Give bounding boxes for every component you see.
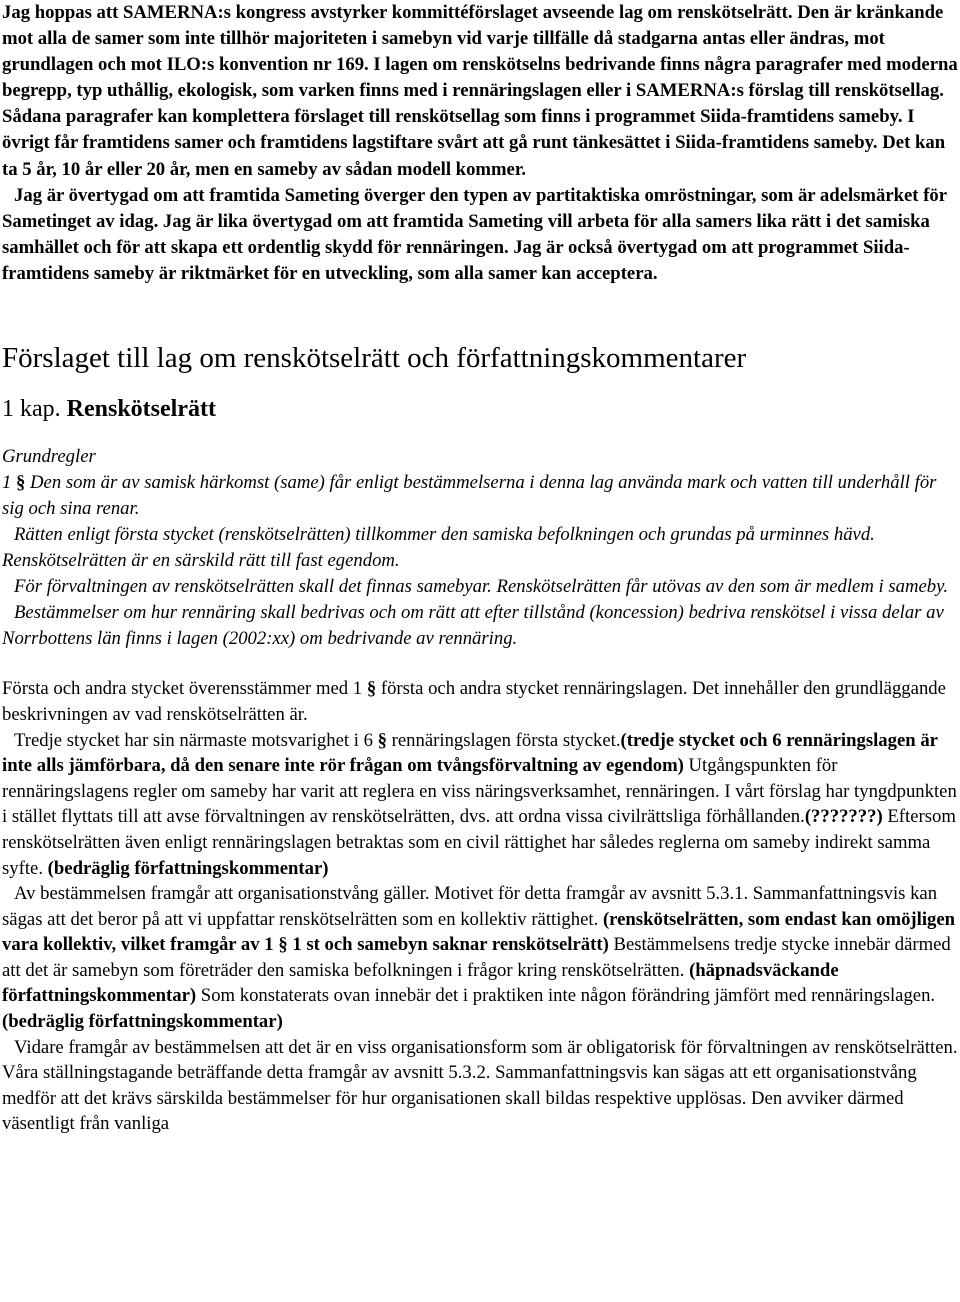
author-remark: (bedräglig författningskommentar) bbox=[2, 1011, 283, 1033]
commentary-text: rennäringslagen första stycket. bbox=[391, 729, 621, 751]
author-remark: (bedräglig författningskommentar) bbox=[47, 857, 329, 879]
paragraph-symbol: § bbox=[366, 678, 377, 700]
chapter-number: 1 kap. bbox=[2, 396, 61, 423]
intro-paragraph-2: Jag är övertygad om att framtida Sameting överger den typen av partitaktiska omröstningar, som är adelsmärket för Sametinget av idag. Jag är lika övertygad om att framtida Sameting vill arbeta för alla samers lika rätt i det samiska samhället och för att skapa ett ordentlig skydd för rennäringen. Jag är också övertygad om att programmet Siida-framtidens sameby är riktmärket för en utveckling, som alla samer kan acceptera. bbox=[2, 184, 947, 284]
law-section-1-paragraph-3: För förvaltningen av renskötselrätten skall det finnas samebyar. Renskötselrätten får utövas av den som är medlem i sameby. bbox=[14, 576, 949, 598]
commentary-section bbox=[2, 676, 958, 1137]
law-subheading: Grundregler bbox=[2, 446, 96, 468]
commentary-paragraph-1 bbox=[2, 676, 958, 727]
section-heading: Förslaget till lag om renskötselrätt och författningskommentarer bbox=[2, 342, 747, 375]
author-remark: (häpnadsväckande författningskommentar) bbox=[2, 959, 839, 1007]
commentary-paragraph-3 bbox=[2, 881, 958, 1035]
commentary-text: Bestämmelsens tredje stycke innebär därmed att det är samebyn som företräder den samiska befolkningen i frågor kring renskötselrätten. bbox=[2, 934, 951, 981]
commentary-text: Som konstaterats ovan innebär det i praktiken inte någon förändring jämfört med rennäringslagen. bbox=[200, 985, 936, 1007]
chapter-title: Renskötselrätt bbox=[66, 396, 216, 423]
commentary-text: Tredje stycket har sin närmaste motsvarighet i 6 bbox=[14, 729, 373, 751]
commentary-text: första och andra stycket rennäringslagen. Det innehåller den grundläggande beskrivningen av vad renskötselrätten är. bbox=[2, 678, 946, 725]
author-remark: 1 st och samebyn saknar renskötselrätt) bbox=[292, 934, 609, 956]
intro-section bbox=[2, 0, 958, 287]
commentary-text: Första och andra stycket överensstämmer med 1 bbox=[2, 678, 363, 700]
commentary-text: Eftersom renskötselrätten även enligt rennäringslagen betraktas som en civil rättighet har således reglerna om sameby indirekt samma syfte. bbox=[2, 806, 956, 879]
author-remark: (???????) bbox=[804, 806, 883, 828]
law-section-1 bbox=[2, 470, 958, 522]
law-text bbox=[2, 444, 958, 652]
section-number: 1 bbox=[2, 472, 12, 494]
commentary-text: Av bestämmelsen framgår att organisationstvång gäller. Motivet för detta framgår av avsnitt 5.3.1. Sammanfattningsvis kan sägas att det beror på att vi uppfattar renskötselrätten som en kollektiv rättighet. bbox=[2, 883, 938, 930]
chapter-heading bbox=[2, 394, 958, 424]
intro-paragraph-1: Jag hoppas att SAMERNA:s kongress avstyrker kommittéförslaget avseende lag om renskötselrätt. Den är kränkande mot alla de samer som inte tillhör majoriteten i samebyn vid varje tillfälle då stadgarna antas eller ändras, mot grundlagen och mot ILO:s konvention nr 169. I lagen om renskötselns bedrivande finns några paragrafer med moderna begrepp, typ uthållig, ekologisk, som varken finns med i rennäringslagen eller i SAMERNA:s förslag till renskötsellag. Sådana paragrafer kan komplettera förslaget till renskötsellag som finns i programmet Siida-framtidens sameby. I övrigt får framtidens samer och framtidens lagstiftare svårt att gå runt tänkesättet i Siida-framtidens sameby. Det kan ta 5 år, 10 år eller 20 år, men en sameby av sådan modell kommer. bbox=[2, 2, 958, 180]
commentary-paragraph-2 bbox=[2, 728, 958, 882]
section-1-text: Den som är av samisk härkomst (same) får enligt bestämmelserna i denna lag använda mark och vatten till underhåll för sig och sina renar. bbox=[2, 472, 937, 520]
paragraph-symbol: § bbox=[377, 729, 387, 751]
paragraph-symbol: § bbox=[278, 934, 288, 956]
author-remark: (renskötselrätten, som endast kan omöjligen vara kollektiv, vilket framgår av 1 bbox=[2, 908, 956, 956]
commentary-paragraph-4: Vidare framgår av bestämmelsen att det är en viss organisationsform som är obligatorisk för förvaltningen av renskötselrätten. Våra ställningstagande beträffande detta framgår av avsnitt 5.3.2. Sammanfattningsvis kan sägas att ett organisationstvång medför att det krävs särskilda bestämmelser för hur organisationen skall bildas respektive upplösas. Den avviker därmed väsentligt från vanliga bbox=[2, 1036, 958, 1135]
law-section-1-paragraph-4: Bestämmelser om hur rennäring skall bedrivas och om rätt att efter tillstånd (koncession) bedriva renskötsel i vissa delar av Norrbottens län finns i lagen (2002:xx) om bedrivande av rennäring. bbox=[2, 602, 944, 650]
law-section-1-paragraph-2: Rätten enligt första stycket (renskötselrätten) tillkommer den samiska befolkningen och grundas på urminnes hävd. Renskötselrätten är en särskild rätt till fast egendom. bbox=[2, 524, 875, 572]
commentary-text: Utgångspunkten för rennäringslagens regler om sameby har varit att reglera en viss näringsverksamhet, rennäringen. I vårt förslag har tyngdpunkten i stället flyttats till att avse förvaltningen av renskötselrätten, dvs. att ordna vissa civilrättsliga förhållanden. bbox=[2, 755, 957, 828]
paragraph-symbol: § bbox=[16, 472, 26, 494]
author-remark: (tredje stycket och 6 rennäringslagen är inte alls jämförbara, då den senare inte rör frågan om tvångsförvaltning av egendom) bbox=[2, 729, 938, 777]
